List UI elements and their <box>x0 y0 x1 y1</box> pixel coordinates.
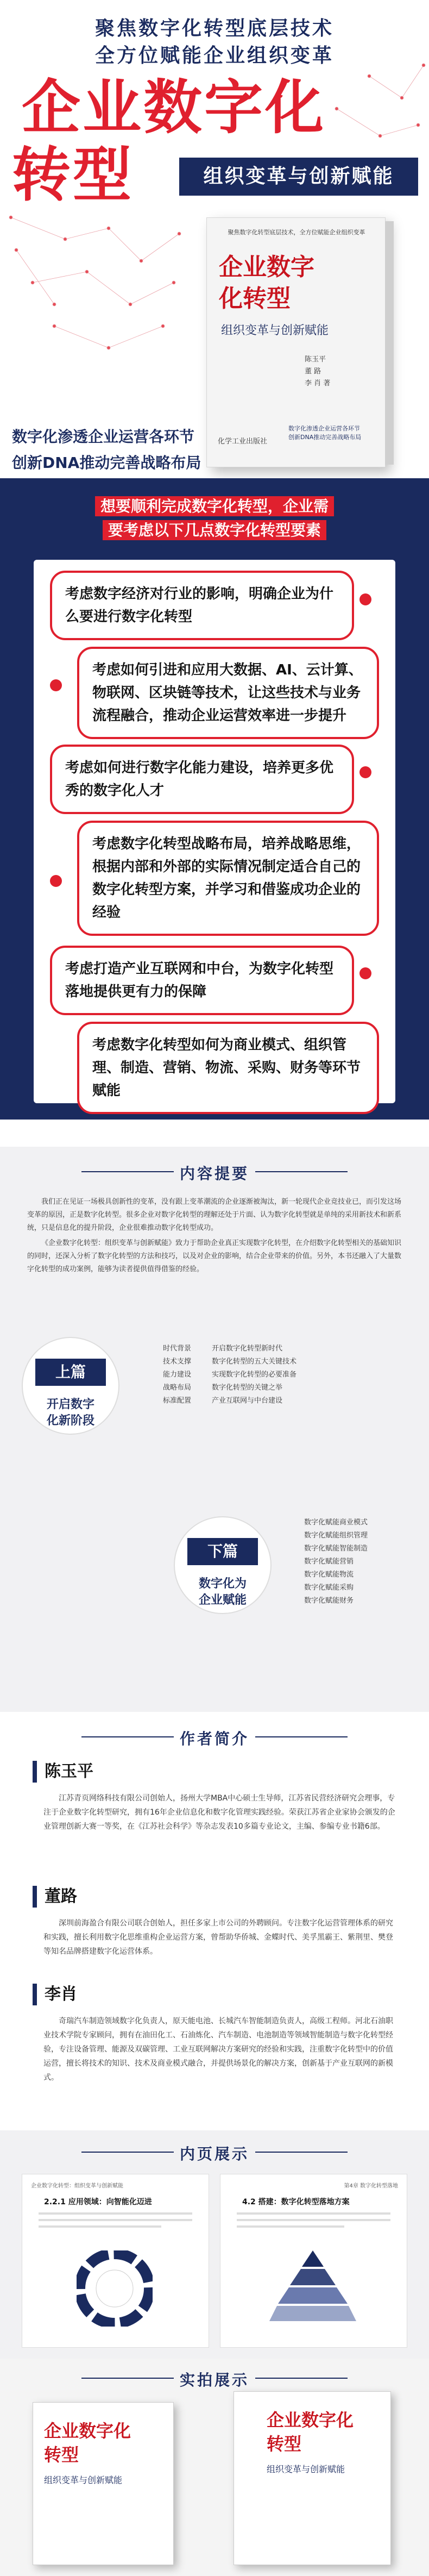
feature-item-2: 考虑如何引进和应用大数据、AI、云计算、物联网、区块链等技术，让这些技术与业务流程融合，推动企业运营效率进一步提升 <box>77 647 379 739</box>
book-author-2: 董 路 <box>305 367 321 376</box>
header-line-right <box>255 2378 348 2379</box>
chapter-title: 数字化赋能营销 <box>304 1558 354 1566</box>
chapter-label: 标准配置 <box>163 1397 192 1405</box>
content-title: 内容提要 <box>179 1165 249 1183</box>
feature-dot <box>359 967 371 979</box>
part-2-badge: 下篇 <box>187 1538 258 1565</box>
book-author-3: 李 肖 <box>305 379 321 387</box>
page-section-title: 2.2.1 应用领域：向智能化迈进 <box>44 2198 152 2206</box>
author-card <box>33 1984 396 2085</box>
photo-book-title-1: 企业数字化 <box>44 2421 131 2441</box>
chapter-title: 数字化赋能智能制造 <box>304 1545 368 1553</box>
header-line-right <box>255 1736 348 1737</box>
feature-item-5: 考虑打造产业互联网和中台，为数字化转型落地提供更有力的保障 <box>50 946 354 1015</box>
photo-book-subtitle: 组织变革与创新赋能 <box>44 2475 123 2485</box>
chapter-label: 战略布局 <box>163 1384 192 1392</box>
features-section <box>0 478 429 1120</box>
chapter-label: 时代背景 <box>163 1345 192 1353</box>
chapter-title: 数字化赋能组织管理 <box>304 1531 368 1540</box>
authors-title: 作者简介 <box>179 1730 249 1748</box>
chapter-title: 数字化转型的关键之举 <box>212 1384 283 1392</box>
chapter-title: 开启数字化转型新时代 <box>212 1345 283 1353</box>
header-line-right <box>255 1171 348 1172</box>
content-para-2: 《企业数字化转型：组织变革与创新赋能》致力于帮助企业真正实现数字化转型，在介绍数字化转型相关的基础知识的同时，还深入分析了数字化转型的方法和技巧，以及对企业的影响，结合企业带来的价值。另外，本书还融入了大量数字化转型的成功案例，能够为读者提供值得借鉴的经验。 <box>27 1239 402 1273</box>
preview-section <box>0 2130 429 2359</box>
feature-item-4: 考虑数字化转型战略布局，培养战略思维，根据内部和外部的实际情况制定适合自己的数字化转型方案，并学习和借鉴成功企业的经验 <box>77 821 379 936</box>
authors-section <box>0 1712 429 2130</box>
feature-item-1: 考虑数字经济对行业的影响，明确企业为什么要进行数字化转型 <box>50 571 354 640</box>
chapter-title: 数字化赋能财务 <box>304 1597 354 1605</box>
book-subtitle: 组织变革与创新赋能 <box>221 324 329 337</box>
page-header: 企业数字化转型：组织变革与创新赋能 <box>31 2183 123 2189</box>
preview-header <box>0 2133 429 2171</box>
photo-book-title-1: 企业数字化 <box>267 2410 354 2430</box>
book-blurb <box>288 424 375 442</box>
content-section <box>0 1147 429 1712</box>
tagline-1: 聚焦数字化转型底层技术 <box>94 17 334 40</box>
page-section-title: 4.2 搭建：数字化转型落地方案 <box>242 2198 350 2206</box>
features-intro-2: 要考虑以下几点数字化转型要素 <box>103 520 326 540</box>
tagline-2: 全方位赋能企业组织变革 <box>94 45 334 67</box>
chapter-title: 数字化赋能采购 <box>304 1584 354 1592</box>
pyramid-diagram <box>269 2250 356 2332</box>
author-card <box>33 1761 396 1834</box>
features-intro <box>65 495 364 542</box>
feature-dot <box>50 679 62 691</box>
hero-subtitle: 组织变革与创新赋能 <box>179 158 418 196</box>
feature-dot <box>359 766 371 778</box>
part-1-sub-1: 开启数字 <box>46 1398 94 1411</box>
chapter-title: 产业互联网与中台建设 <box>212 1397 283 1405</box>
chapter-label: 技术支撑 <box>163 1358 192 1366</box>
book-press: 化学工业出版社 <box>218 437 268 446</box>
preview-page-right <box>220 2174 407 2348</box>
author-bio: 江苏青页网络科技有限公司创始人，扬州大学MBA中心硕士生导师，江苏省民营经济研究会理事，专注于企业数字化转型研究，拥有16年企业信息化和数字化管理实践经验。荣获江苏省企业家协会颁发的企业管理创新大赛一等奖，在《江苏社会科学》等杂志发表10多篇专业论文，主编、参编专业书籍6部。 <box>43 1794 395 1831</box>
author-name: 李肖 <box>33 1984 396 2005</box>
preview-title: 内页展示 <box>179 2145 249 2163</box>
author-bio: 深圳前海盈合有限公司联合创始人，担任多家上市公司的外聘顾问。专注数字化运营管理体系的研究和实践，擅长利用数字化思维重构企业运营方案，曾帮助华侨城、金蝶时代、美孚黑霸王、紫荆里、樊登等知名品牌搭建数字化运营体系。 <box>43 1919 393 1956</box>
hero-taglines <box>0 15 429 70</box>
hero-title-line-2: 转型 <box>12 141 134 209</box>
part-2-subtitle <box>174 1576 272 1609</box>
book-author-suffix: 著 <box>323 379 331 387</box>
part-2-chapters <box>304 1516 368 1608</box>
author-name: 陈玉平 <box>33 1761 396 1783</box>
part-2-sub-1: 数字化为 <box>198 1577 247 1591</box>
page-text-lines <box>39 2212 192 2232</box>
photo-book-title-2: 转型 <box>267 2434 302 2454</box>
feature-dot <box>359 593 371 605</box>
photo-book-title <box>44 2419 131 2467</box>
author-name: 董路 <box>33 1886 396 1908</box>
chapter-title: 数字化转型的五大关键技术 <box>212 1358 297 1366</box>
author-card <box>33 1886 396 1959</box>
content-para-1: 我们正在见证一场极具创新性的变革，没有跟上变革潮流的企业逐渐被淘汰，新一轮现代企业竞技业已，而引发这场变革的原因，正是数字化转型。很多企业对数字化转型的理解还处于片面、认为数字化转型就是单纯的采用新技术和新系统，只是信息化的提升阶段，企业很难推动数字化转型成功。 <box>27 1198 402 1232</box>
authors-header <box>0 1717 429 1755</box>
hero-left-2: 创新DNA推动完善战略布局 <box>12 454 201 472</box>
book-author-1: 陈玉平 <box>305 355 326 364</box>
hero-title-line-1: 企业数字化 <box>22 73 326 142</box>
photo-title: 实拍展示 <box>179 2371 249 2389</box>
feature-item-6: 考虑数字化转型如何为商业模式、组织管理、制造、营销、物流、采购、财务等环节赋能 <box>77 1022 379 1114</box>
book-cover <box>206 217 386 467</box>
wheel-diagram <box>77 2250 153 2327</box>
book-blurb-1: 数字化渗透企业运营各环节 <box>288 425 360 432</box>
feature-dot <box>50 875 62 887</box>
features-intro-1: 想要顺利完成数字化转型，企业需 <box>95 496 334 516</box>
photo-book-title <box>267 2408 354 2456</box>
photo-book-title-2: 转型 <box>44 2444 79 2465</box>
part-1-chapters <box>163 1342 296 1408</box>
content-text <box>27 1196 402 1278</box>
author-bio: 奇瑞汽车制造领域数字化负责人，原天能电池、长城汽车智能制造负责人，高级工程师。河北石油职业技术学院专家顾问，拥有在油田化工、石油炼化、汽车制造、电池制造等领域智能制造与数字化转型经验，专注设备管理、能源及双碳管理、工业互联网解决方案研究的经验和实践，注重数字化转型中的价值运营，擅长将技术的知识、技术及商业模式融合，并提供场景化的解决方案，创新基于产业互联网的新模式。 <box>43 2017 393 2082</box>
preview-page-left <box>22 2174 209 2348</box>
book-series: 聚焦数字化转型底层技术，全方位赋能企业组织变革 <box>228 229 365 236</box>
part-1-subtitle <box>22 1397 119 1429</box>
book-title: 企业数字化转型 <box>219 253 314 312</box>
hero-left-text <box>12 424 201 476</box>
part-1 <box>22 1326 407 1489</box>
chapter-label: 能力建设 <box>163 1371 192 1379</box>
page-text-lines <box>237 2212 390 2232</box>
part-1-sub-2: 化新阶段 <box>46 1414 94 1428</box>
book-authors <box>305 354 330 390</box>
hero-left-1: 数字化渗透企业运营各环节 <box>12 428 195 446</box>
content-header <box>0 1152 429 1190</box>
features-list <box>34 560 395 1103</box>
part-2 <box>22 1505 407 1701</box>
header-line-right <box>255 2152 348 2153</box>
chapter-title: 数字化赋能物流 <box>304 1571 354 1579</box>
photo-book-subtitle: 组织变革与创新赋能 <box>267 2464 345 2474</box>
photo-section <box>0 2359 429 2576</box>
photo-book-right <box>234 2391 391 2565</box>
feature-item-3: 考虑如何进行数字化能力建设，培养更多优秀的数字化人才 <box>50 745 354 814</box>
page-header: 第4章 数字化转型落地 <box>344 2183 398 2189</box>
book-blurb-2: 创新DNA推动完善战略布局 <box>288 434 362 441</box>
hero-section <box>0 0 429 446</box>
chapter-title: 实现数字化转型的必要准备 <box>212 1371 297 1379</box>
part-2-sub-2: 企业赋能 <box>198 1593 247 1607</box>
chapter-title: 数字化赋能商业模式 <box>304 1518 368 1527</box>
part-1-badge: 上篇 <box>35 1359 106 1386</box>
photo-book-left <box>33 2402 174 2565</box>
book-spine <box>385 221 394 465</box>
